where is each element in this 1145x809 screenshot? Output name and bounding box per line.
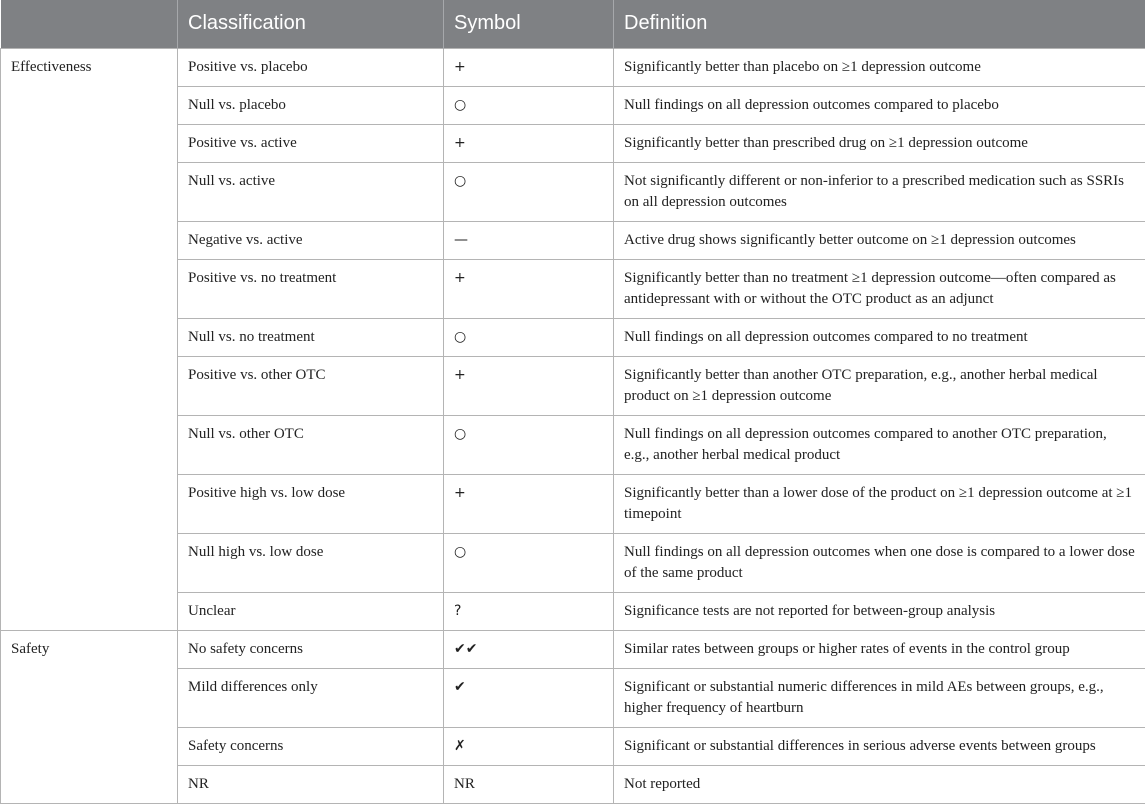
classification-cell: Null vs. other OTC	[178, 415, 444, 474]
header-classification: Classification	[178, 0, 444, 48]
definition-cell: Significantly better than no treatment ≥1 depression outcome—often compared as antidepressant with or without the OTC product as an adjunct	[614, 259, 1145, 318]
classification-cell: No safety concerns	[178, 630, 444, 668]
definition-cell: Significant or substantial differences in serious adverse events between groups	[614, 727, 1145, 765]
symbol-cell: ✔	[444, 668, 614, 727]
symbol-cell: ✗	[444, 727, 614, 765]
classification-cell: Null high vs. low dose	[178, 533, 444, 592]
symbol-cell: —	[444, 221, 614, 259]
classification-cell: Null vs. no treatment	[178, 318, 444, 356]
definition-cell: Significantly better than placebo on ≥1 depression outcome	[614, 48, 1145, 86]
table-row	[1, 48, 1145, 86]
classification-cell: Positive high vs. low dose	[178, 474, 444, 533]
symbol-cell: +	[444, 124, 614, 162]
definition-cell: Not reported	[614, 765, 1145, 803]
definition-cell: Significantly better than a lower dose of the product on ≥1 depression outcome at ≥1 timepoint	[614, 474, 1145, 533]
symbol-cell: +	[444, 474, 614, 533]
definition-cell: Similar rates between groups or higher rates of events in the control group	[614, 630, 1145, 668]
definition-cell: Not significantly different or non-inferior to a prescribed medication such as SSRIs on all depression outcomes	[614, 162, 1145, 221]
symbol-cell: +	[444, 259, 614, 318]
header-symbol: Symbol	[444, 0, 614, 48]
classification-cell: Positive vs. active	[178, 124, 444, 162]
symbol-cell: ○	[444, 86, 614, 124]
header-row	[1, 0, 1145, 48]
symbol-cell: +	[444, 356, 614, 415]
classification-cell: Unclear	[178, 592, 444, 630]
classification-cell: Null vs. placebo	[178, 86, 444, 124]
classification-cell: Negative vs. active	[178, 221, 444, 259]
definition-cell: Null findings on all depression outcomes compared to another OTC preparation, e.g., another herbal medical product	[614, 415, 1145, 474]
classification-cell: Positive vs. no treatment	[178, 259, 444, 318]
classification-cell: Positive vs. other OTC	[178, 356, 444, 415]
definition-cell: Null findings on all depression outcomes compared to no treatment	[614, 318, 1145, 356]
symbol-cell: ○	[444, 415, 614, 474]
symbol-cell: ○	[444, 318, 614, 356]
header-group	[1, 0, 178, 48]
symbol-cell: ✔✔	[444, 630, 614, 668]
definition-cell: Significance tests are not reported for between-group analysis	[614, 592, 1145, 630]
classification-cell: Positive vs. placebo	[178, 48, 444, 86]
classification-cell: Mild differences only	[178, 668, 444, 727]
definition-cell: Null findings on all depression outcomes compared to placebo	[614, 86, 1145, 124]
definition-cell: Significant or substantial numeric differences in mild AEs between groups, e.g., higher frequency of heartburn	[614, 668, 1145, 727]
symbol-cell: ○	[444, 162, 614, 221]
symbol-cell: ○	[444, 533, 614, 592]
definition-cell: Significantly better than prescribed drug on ≥1 depression outcome	[614, 124, 1145, 162]
symbol-cell: +	[444, 48, 614, 86]
symbol-cell: NR	[444, 765, 614, 803]
table-row	[1, 630, 1145, 668]
group-effectiveness: Effectiveness	[1, 48, 178, 630]
classification-cell: NR	[178, 765, 444, 803]
definition-cell: Null findings on all depression outcomes when one dose is compared to a lower dose of the same product	[614, 533, 1145, 592]
header-definition: Definition	[614, 0, 1145, 48]
classification-cell: Null vs. active	[178, 162, 444, 221]
definition-cell: Active drug shows significantly better outcome on ≥1 depression outcomes	[614, 221, 1145, 259]
symbol-cell: ?	[444, 592, 614, 630]
classification-cell: Safety concerns	[178, 727, 444, 765]
group-safety: Safety	[1, 630, 178, 803]
definition-cell: Significantly better than another OTC preparation, e.g., another herbal medical product on ≥1 depression outcome	[614, 356, 1145, 415]
